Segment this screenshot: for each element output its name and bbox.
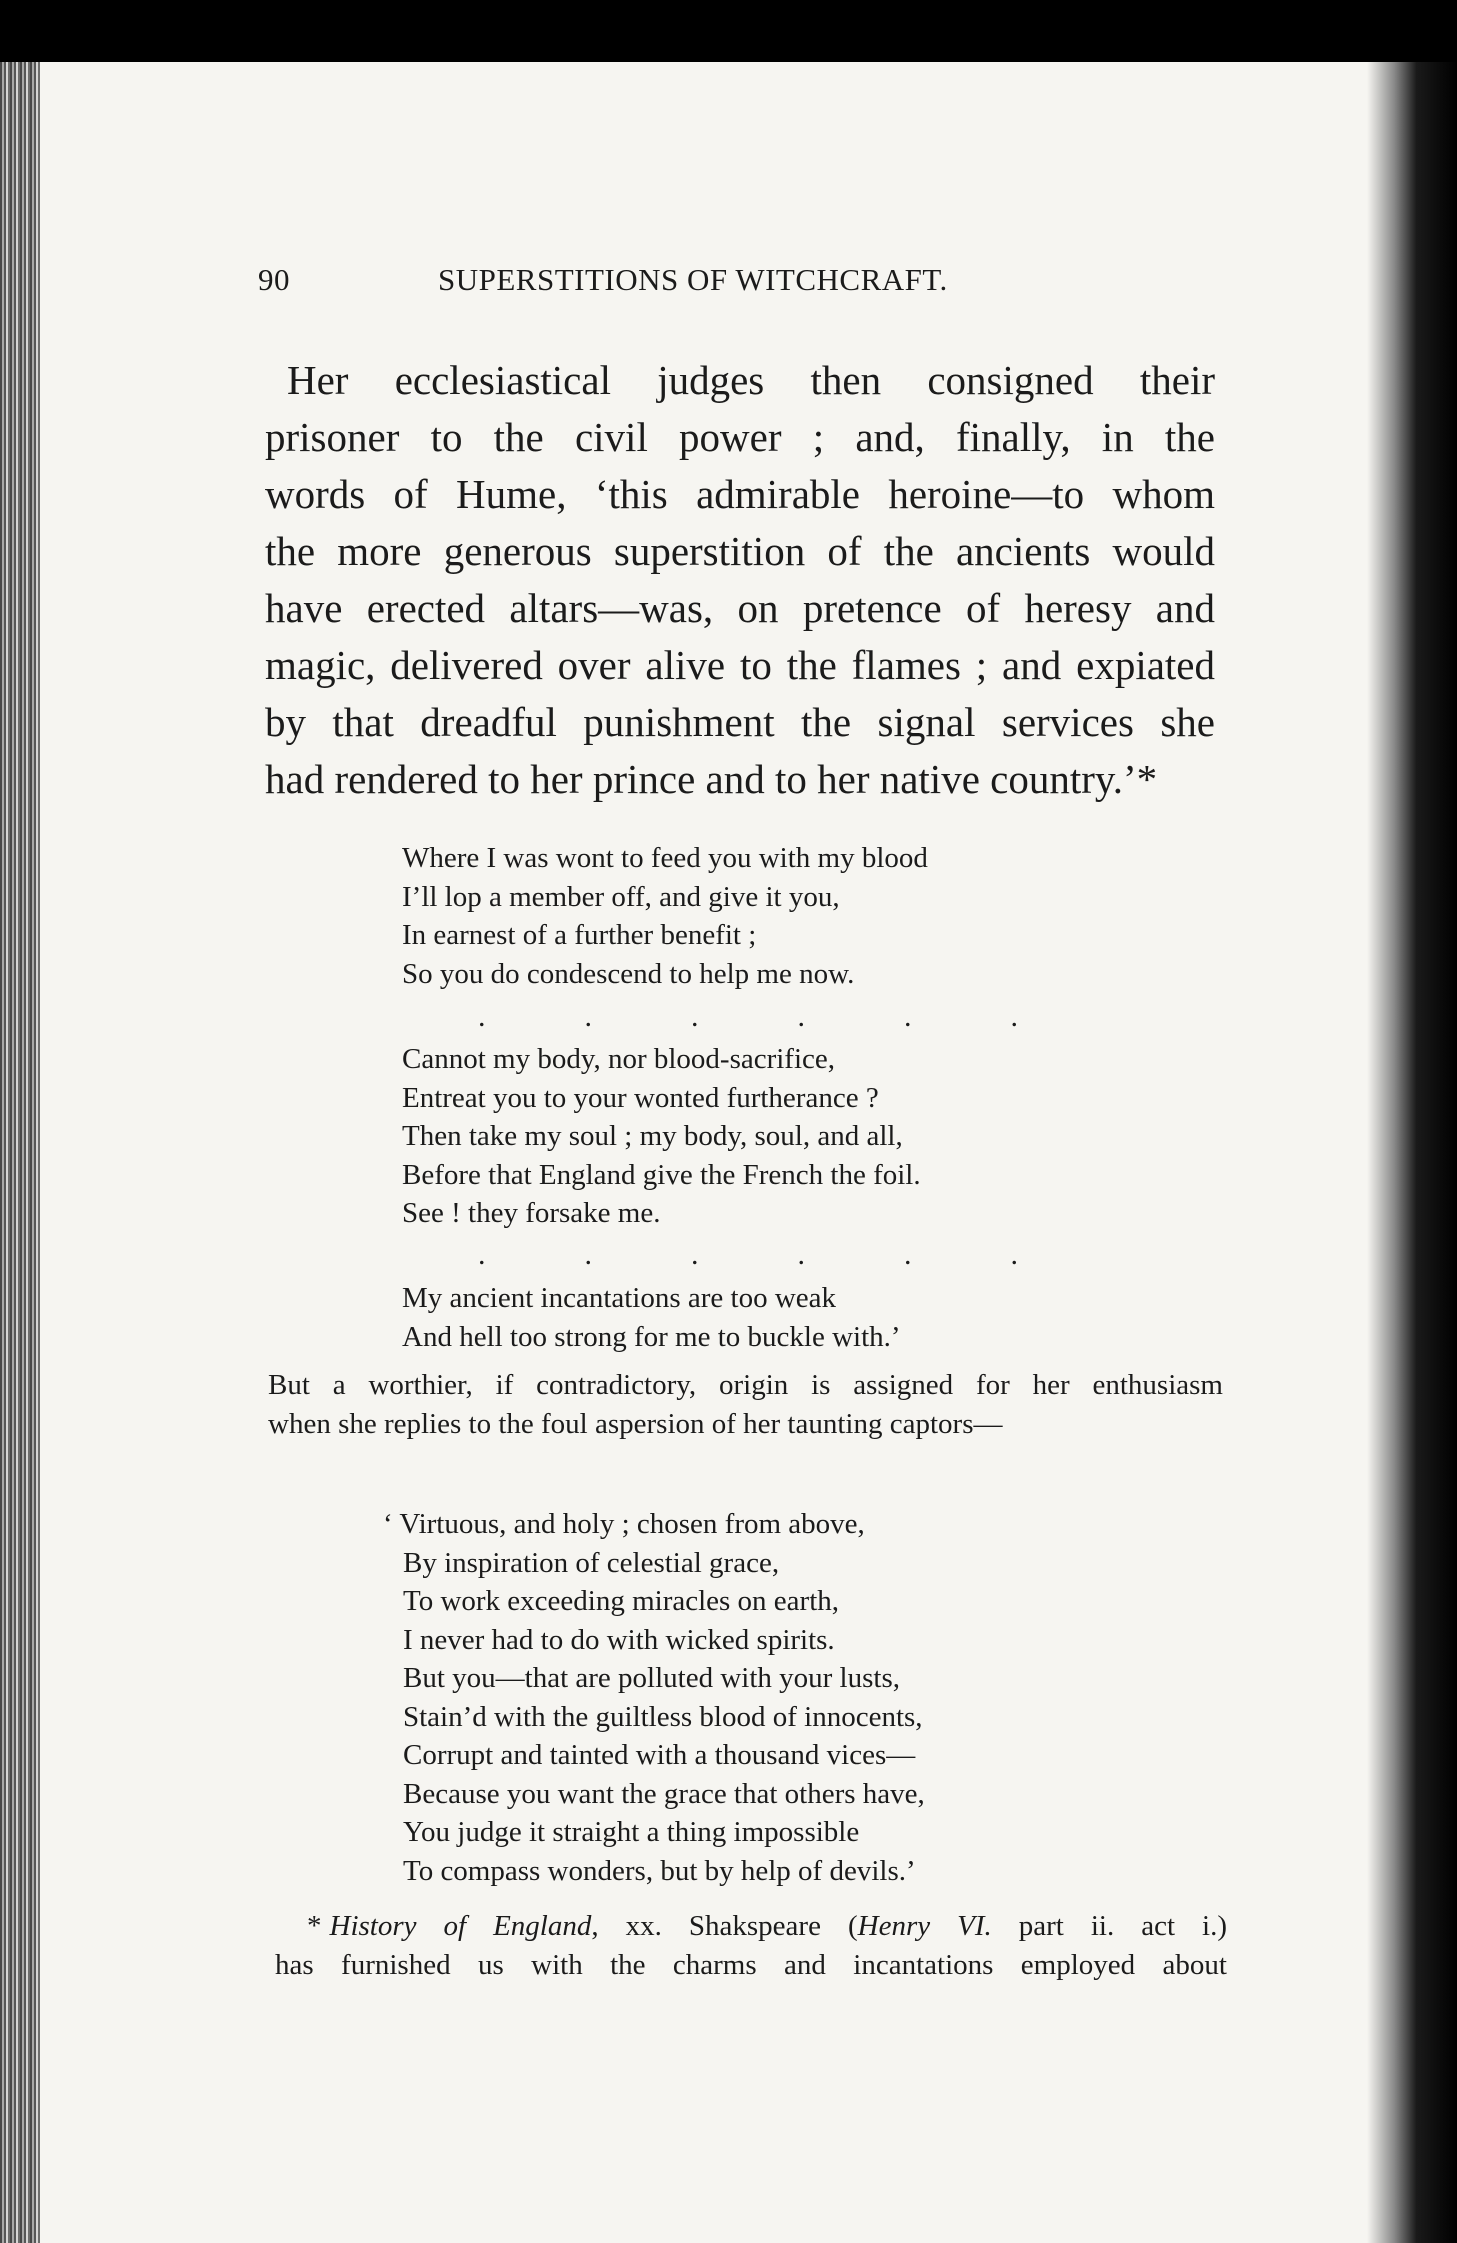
ellipsis-dot: . — [797, 1238, 805, 1271]
verse-line: Then take my soul ; my body, soul, and all, — [402, 1120, 903, 1152]
ellipsis-row-1 — [478, 1000, 1018, 1033]
text-line: had rendered to her prince and to her native country.’* — [265, 756, 1158, 802]
ellipsis-dot: . — [904, 1238, 912, 1271]
verse-line: I’ll lop a member off, and give it you, — [402, 880, 840, 913]
ellipsis-dot: . — [584, 1238, 592, 1271]
verse-line: Cannot my body, nor blood-sacrifice, — [402, 1043, 836, 1075]
footnote-text: , xx. Shakspeare ( — [591, 1910, 858, 1942]
verse-block-3 — [402, 1279, 1102, 1356]
ellipsis-dot: . — [904, 1000, 912, 1033]
verse-line: To work exceeding miracles on earth, — [403, 1585, 840, 1617]
main-paragraph — [265, 352, 1215, 808]
text-line: by that dreadful punishment the signal services she — [265, 699, 1215, 745]
footnote-mark: * — [307, 1910, 322, 1942]
ellipsis-dot: . — [1010, 1238, 1018, 1271]
text-line: have erected altars—was, on pretence of heresy and — [265, 585, 1215, 631]
text-line: prisoner to the civil power ; and, finally, in the — [265, 414, 1215, 460]
prose-paragraph — [268, 1366, 1223, 1443]
book-page — [0, 62, 1457, 2243]
page-number: 90 — [258, 262, 290, 297]
verse-line: You judge it straight a thing impossible — [403, 1816, 860, 1848]
text-line: But a worthier, if contradictory, origin is assigned for her enthusiasm — [268, 1369, 1223, 1401]
verse-line: Stain’d with the guiltless blood of innocents, — [403, 1700, 923, 1733]
verse-line: To compass wonders, but by help of devils.’ — [403, 1854, 916, 1887]
verse-block-2 — [402, 1040, 1102, 1233]
text-line: words of Hume, ‘this admirable heroine—to whom — [265, 471, 1215, 517]
ellipsis-dot: . — [1010, 1000, 1018, 1033]
page-edge-shadow — [1367, 62, 1457, 2243]
verse-line: By inspiration of celestial grace, — [403, 1546, 780, 1579]
footnote-line: has furnished us with the charms and incantations employed about — [275, 1948, 1227, 1981]
text-line: the more generous superstition of the ancients would — [265, 528, 1215, 574]
verse-line: I never had to do with wicked spirits. — [403, 1623, 835, 1656]
ellipsis-dot: . — [691, 1000, 699, 1033]
footnote-title: History of England — [329, 1910, 592, 1942]
verse-line: Entreat you to your wonted furtherance ? — [402, 1081, 879, 1114]
verse-block-4 — [383, 1505, 1103, 1890]
verse-block-1 — [402, 839, 1102, 993]
verse-line: ‘ Virtuous, and holy ; chosen from above, — [383, 1508, 865, 1540]
verse-line: Before that England give the French the foil. — [402, 1158, 921, 1191]
ellipsis-dot: . — [797, 1000, 805, 1033]
verse-line: So you do condescend to help me now. — [402, 957, 855, 990]
text-line: magic, delivered over alive to the flames ; and expiated — [265, 642, 1215, 688]
verse-line: See ! they forsake me. — [402, 1197, 661, 1229]
ellipsis-dot: . — [691, 1238, 699, 1271]
footnote-text: part ii. act i.) — [991, 1910, 1227, 1942]
verse-line: Because you want the grace that others have, — [403, 1777, 925, 1810]
footnote-line — [275, 1907, 1227, 1946]
running-head: SUPERSTITIONS OF WITCHCRAFT. — [438, 262, 948, 297]
text-line: Her ecclesiastical judges then consigned their — [287, 357, 1215, 403]
book-spine-shadow — [0, 62, 40, 2243]
verse-line: Corrupt and tainted with a thousand vices— — [403, 1739, 916, 1771]
verse-line: But you—that are polluted with your lusts, — [403, 1662, 900, 1694]
verse-line: In earnest of a further benefit ; — [402, 919, 757, 951]
footnote-title: Henry VI. — [857, 1910, 992, 1942]
text-line: when she replies to the foul aspersion of her taunting captors— — [268, 1407, 1003, 1440]
verse-line: And hell too strong for me to buckle with.’ — [402, 1320, 901, 1353]
ellipsis-dot: . — [478, 1000, 486, 1033]
ellipsis-dot: . — [478, 1238, 486, 1271]
ellipsis-row-2 — [478, 1238, 1018, 1271]
verse-line: My ancient incantations are too weak — [402, 1282, 837, 1314]
verse-line: Where I was wont to feed you with my blood — [402, 842, 928, 874]
ellipsis-dot: . — [584, 1000, 592, 1033]
footnote — [275, 1907, 1227, 1984]
